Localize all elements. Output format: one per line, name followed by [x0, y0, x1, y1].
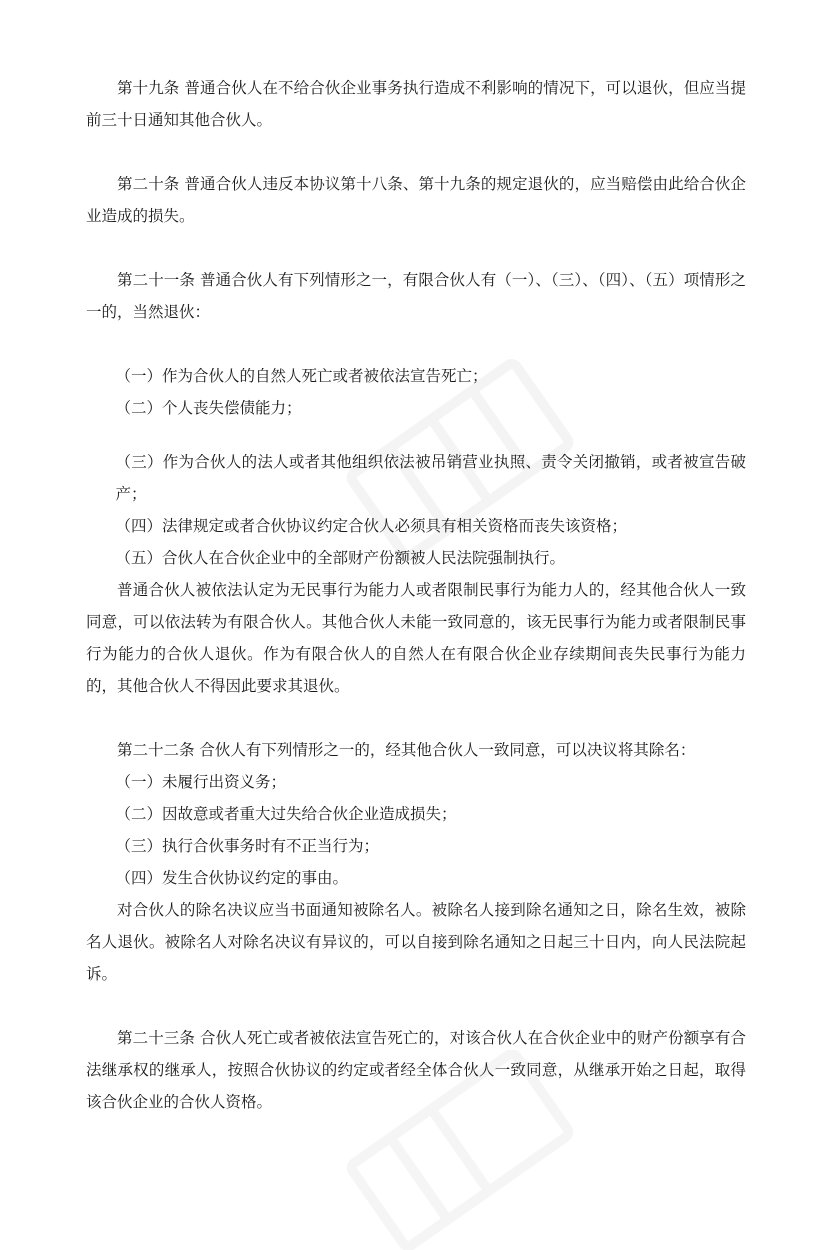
article-22-item-1: （一）未履行出资义务；	[115, 773, 286, 791]
article-21-item-1: （一）作为合伙人的自然人死亡或者被依法宣告死亡；	[115, 367, 488, 385]
article-19: 第十九条 普通合伙人在不给合伙企业事务执行造成不利影响的情况下，可以退伙，但应当提前三十日通知其他合伙人。	[86, 79, 746, 129]
article-21-item-5: （五）合伙人在合伙企业中的全部财产份额被人民法院强制执行。	[115, 549, 565, 567]
article-22-item-2: （二）因故意或者重大过失给合伙企业造成损失；	[115, 805, 457, 823]
article-21-item-2: （二）个人丧失偿债能力；	[115, 399, 302, 417]
article-23: 第二十三条 合伙人死亡或者被依法宣告死亡的，对该合伙人在合伙企业中的财产份额享有合法继承权的继承人，按照合伙协议的约定或者经全体合伙人一致同意，从继承开始之日起，取得该合伙企业的合伙人资格。	[86, 1029, 746, 1111]
article-20: 第二十条 普通合伙人违反本协议第十八条、第十九条的规定退伙的，应当赔偿由此给合伙企业造成的损失。	[86, 175, 746, 225]
article-21-closing: 普通合伙人被依法认定为无民事行为能力人或者限制民事行为能力人的，经其他合伙人一致同意，可以依法转为有限合伙人。其他合伙人未能一致同意的，该无民事行为能力或者限制民事行为能力的合伙人退伙。作为有限合伙人的自然人在有限合伙企业存续期间丧失民事行为能力的，其他合伙人不得因此要求其退伙。	[86, 581, 746, 695]
article-22-item-4: （四）发生合伙协议约定的事由。	[115, 869, 348, 887]
article-21-item-3: （三）作为合伙人的法人或者其他组织依法被吊销营业执照、责令关闭撤销，或者被宣告破产；	[115, 453, 746, 503]
article-22-closing: 对合伙人的除名决议应当书面通知被除名人。被除名人接到除名通知之日，除名生效，被除名人退伙。被除名人对除名决议有异议的，可以自接到除名通知之日起三十日内，向人民法院起诉。	[86, 901, 746, 983]
article-22-item-3: （三）执行合伙事务时有不正当行为；	[115, 837, 379, 855]
article-21-intro: 第二十一条 普通合伙人有下列情形之一，有限合伙人有（一）、（三）、（四）、（五）项情形之一的，当然退伙：	[86, 271, 746, 321]
article-21-item-4: （四）法律规定或者合伙协议约定合伙人必须具有相关资格而丧失该资格；	[115, 517, 627, 535]
article-22-intro: 第二十二条 合伙人有下列情形之一的，经其他合伙人一致同意，可以决议将其除名：	[117, 741, 696, 759]
document-body	[86, 72, 746, 1118]
